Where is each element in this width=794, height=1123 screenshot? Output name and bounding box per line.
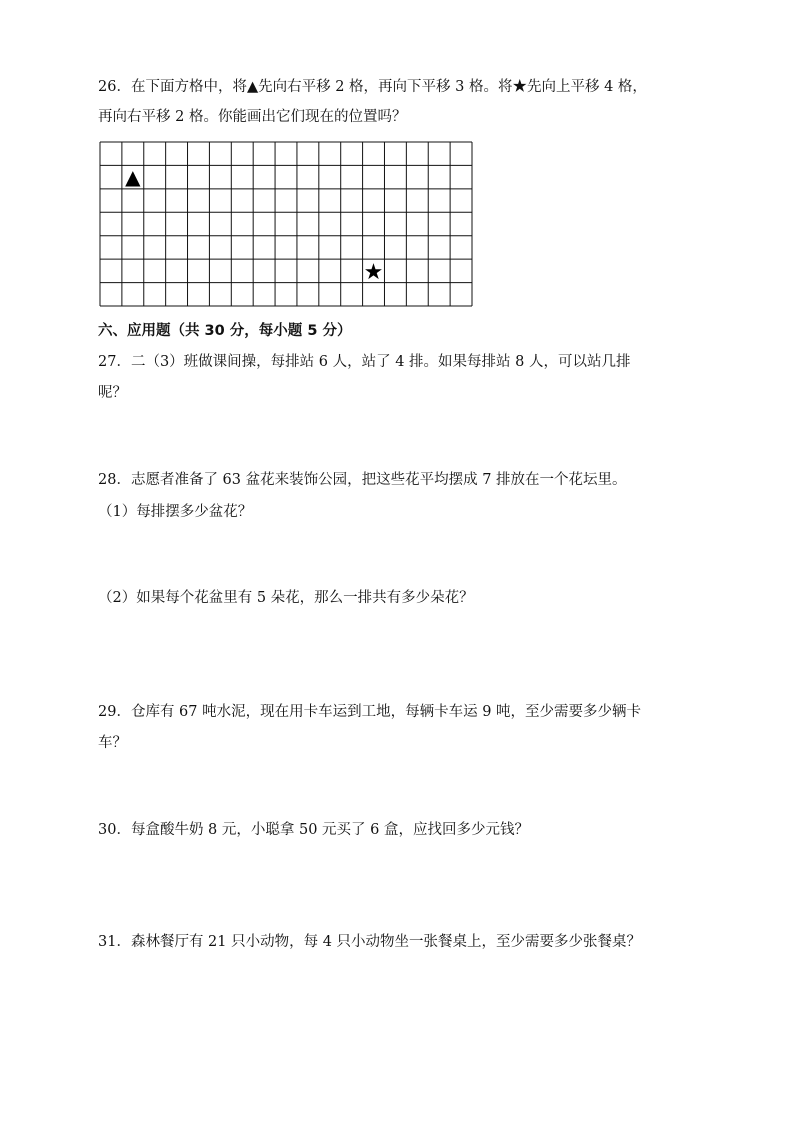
q30-text-line1: 30．每盒酸牛奶 8 元，小聪拿 50 元买了 6 盒，应找回多少元钱？ <box>98 822 530 838</box>
q31-text-line1: 31．森林餐厅有 21 只小动物，每 4 只小动物坐一张餐桌上，至少需要多少张餐桌？ <box>98 934 642 950</box>
q28-text-line1: 28．志愿者准备了 63 盆花来装饰公园，把这些花平均摆成 7 排放在一个花坛里。 <box>98 472 627 488</box>
translation-grid <box>99 141 473 307</box>
q27-text-line1: 27．二（3）班做课间操，每排站 6 人，站了 4 排。如果每排站 8 人，可以站几排 <box>98 354 631 370</box>
triangle-shape: ▲ <box>125 165 141 190</box>
star-shape: ★ <box>363 259 384 285</box>
q28-subquestion-2: （2）如果每个花盆里有 5 朵花，那么一排共有多少朵花？ <box>98 590 474 606</box>
q27-text-line2: 呢？ <box>98 385 127 401</box>
q26-text-line2: 再向右平移 2 格。你能画出它们现在的位置吗？ <box>98 109 407 125</box>
q28-subquestion-1: （1）每排摆多少盆花？ <box>98 504 253 520</box>
q26-text-line1: 26．在下面方格中，将▲先向右平移 2 格，再向下平移 3 格。将★先向上平移 4 格， <box>98 79 647 95</box>
q29-text-line1: 29．仓库有 67 吨水泥，现在用卡车运到工地，每辆卡车运 9 吨，至少需要多少辆卡 <box>98 704 642 720</box>
section-6-title: 六、应用题（共 30 分，每小题 5 分） <box>98 323 352 339</box>
grid-lines <box>100 142 472 306</box>
q29-text-line2: 车？ <box>98 735 127 751</box>
